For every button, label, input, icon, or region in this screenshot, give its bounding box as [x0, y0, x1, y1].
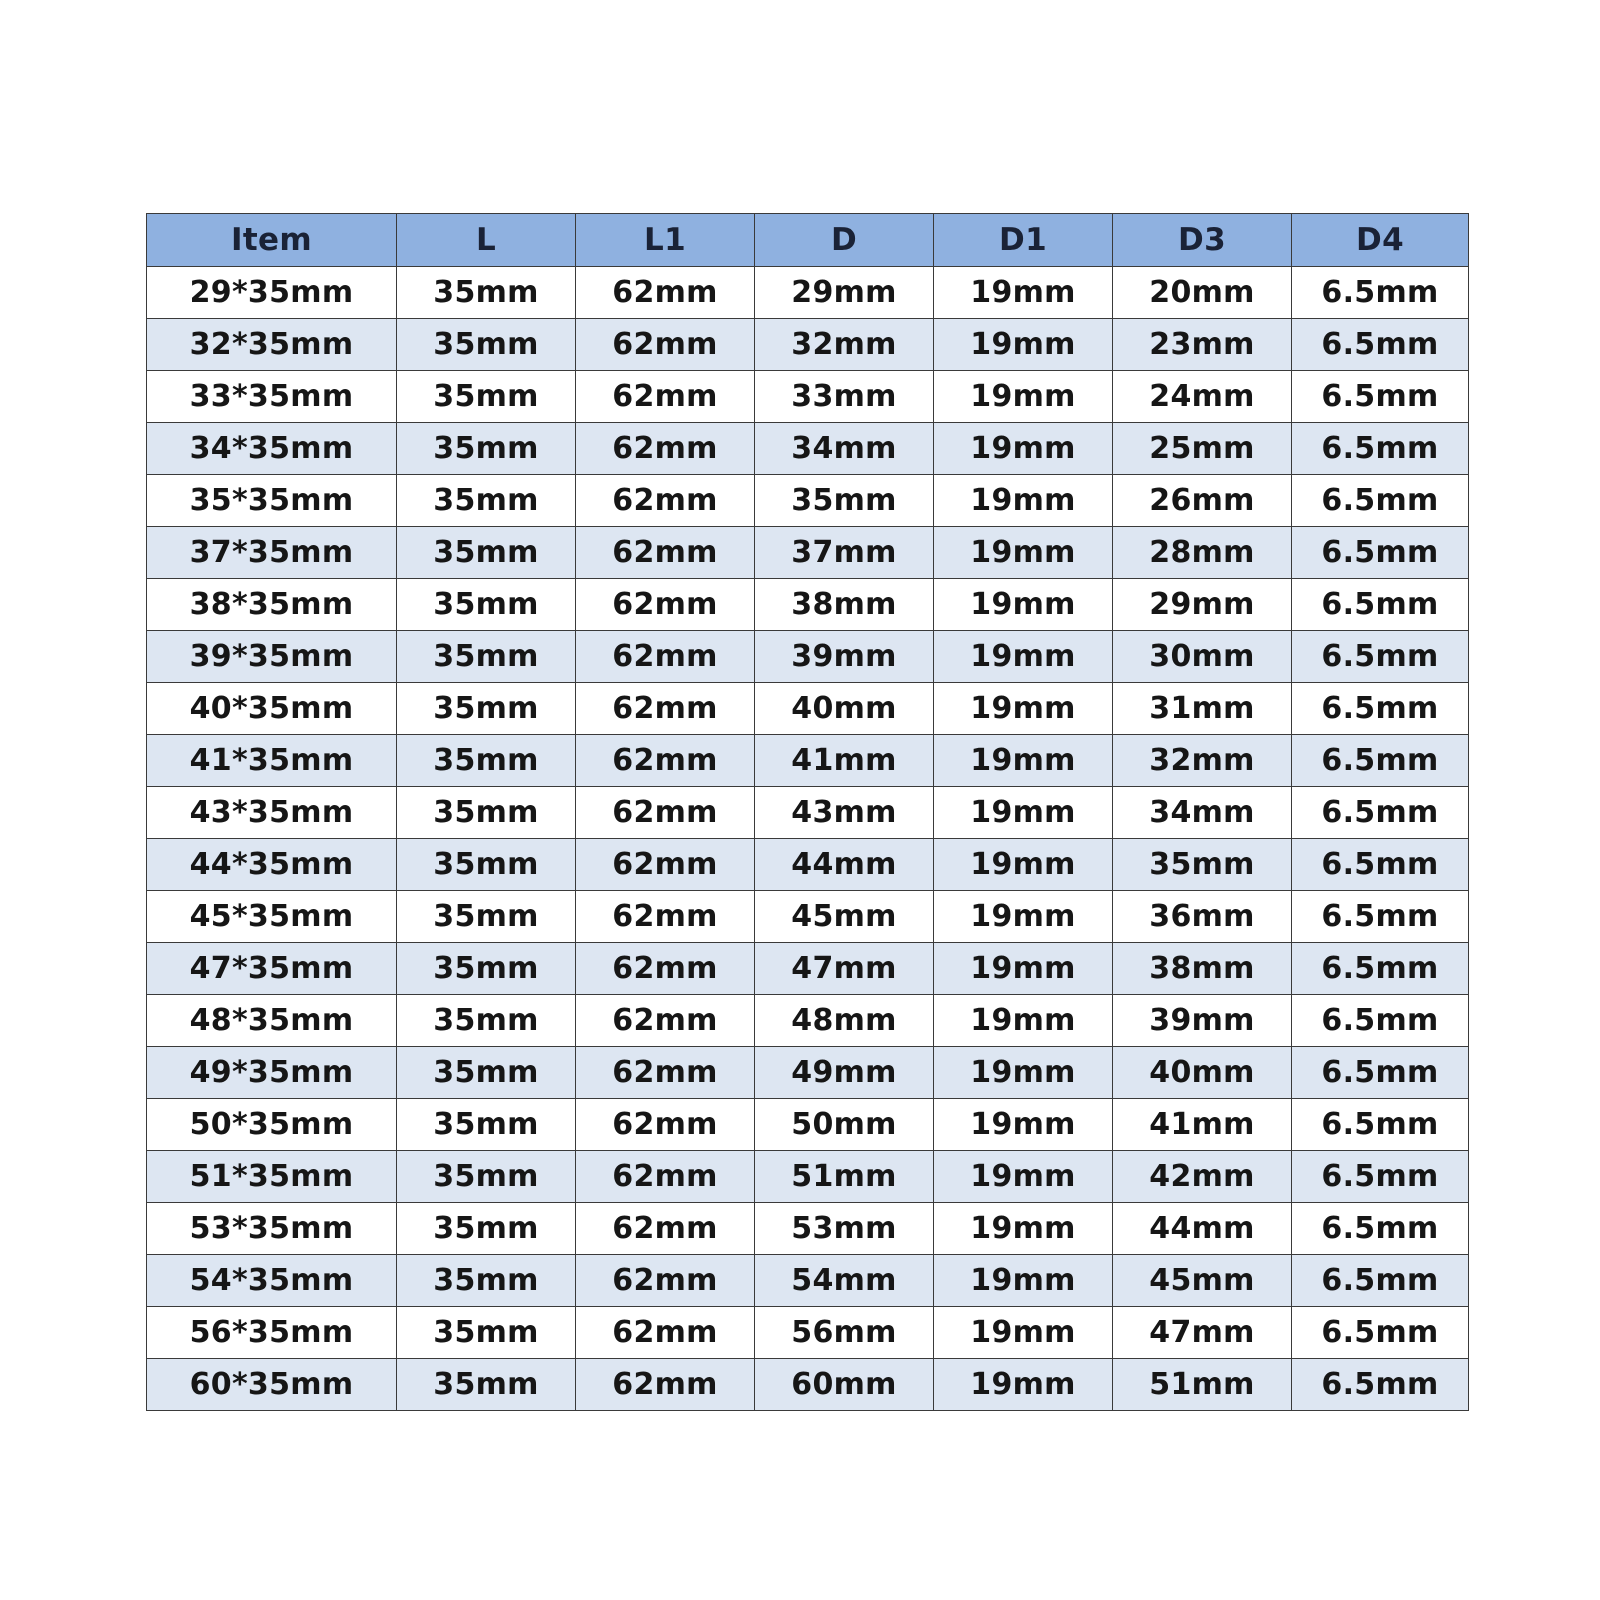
cell-d3: 42mm — [1113, 1151, 1292, 1203]
cell-l1: 62mm — [576, 1203, 755, 1255]
cell-d4: 6.5mm — [1292, 1047, 1469, 1099]
cell-d: 48mm — [755, 995, 934, 1047]
cell-d3: 23mm — [1113, 319, 1292, 371]
cell-d1: 19mm — [934, 1203, 1113, 1255]
table-row — [147, 527, 1469, 579]
cell-d4: 6.5mm — [1292, 1203, 1469, 1255]
cell-d: 40mm — [755, 683, 934, 735]
cell-l: 35mm — [397, 1359, 576, 1411]
table-row — [147, 735, 1469, 787]
cell-l: 35mm — [397, 1307, 576, 1359]
table-row — [147, 1047, 1469, 1099]
cell-item: 50*35mm — [147, 1099, 397, 1151]
header-item: Item — [147, 214, 397, 267]
table-row — [147, 891, 1469, 943]
cell-d3: 40mm — [1113, 1047, 1292, 1099]
cell-l: 35mm — [397, 423, 576, 475]
cell-d4: 6.5mm — [1292, 735, 1469, 787]
cell-d4: 6.5mm — [1292, 267, 1469, 319]
cell-d: 53mm — [755, 1203, 934, 1255]
cell-l1: 62mm — [576, 579, 755, 631]
cell-d1: 19mm — [934, 1099, 1113, 1151]
cell-d1: 19mm — [934, 1255, 1113, 1307]
cell-d3: 35mm — [1113, 839, 1292, 891]
table-body — [147, 267, 1469, 1411]
cell-item: 39*35mm — [147, 631, 397, 683]
table-row — [147, 943, 1469, 995]
cell-d4: 6.5mm — [1292, 1151, 1469, 1203]
cell-l: 35mm — [397, 891, 576, 943]
cell-item: 34*35mm — [147, 423, 397, 475]
cell-item: 53*35mm — [147, 1203, 397, 1255]
cell-item: 44*35mm — [147, 839, 397, 891]
cell-l1: 62mm — [576, 683, 755, 735]
cell-item: 35*35mm — [147, 475, 397, 527]
header-d4: D4 — [1292, 214, 1469, 267]
cell-d3: 41mm — [1113, 1099, 1292, 1151]
cell-d1: 19mm — [934, 267, 1113, 319]
cell-d: 44mm — [755, 839, 934, 891]
cell-l1: 62mm — [576, 527, 755, 579]
cell-l1: 62mm — [576, 267, 755, 319]
cell-d: 34mm — [755, 423, 934, 475]
cell-d3: 30mm — [1113, 631, 1292, 683]
cell-l: 35mm — [397, 787, 576, 839]
table-row — [147, 1203, 1469, 1255]
cell-d1: 19mm — [934, 787, 1113, 839]
table-row — [147, 1307, 1469, 1359]
cell-d: 43mm — [755, 787, 934, 839]
table-row — [147, 1255, 1469, 1307]
cell-d3: 20mm — [1113, 267, 1292, 319]
cell-item: 37*35mm — [147, 527, 397, 579]
cell-l1: 62mm — [576, 1047, 755, 1099]
cell-l: 35mm — [397, 631, 576, 683]
cell-d4: 6.5mm — [1292, 839, 1469, 891]
cell-l: 35mm — [397, 1203, 576, 1255]
cell-l1: 62mm — [576, 371, 755, 423]
cell-l: 35mm — [397, 319, 576, 371]
cell-l1: 62mm — [576, 891, 755, 943]
cell-d3: 47mm — [1113, 1307, 1292, 1359]
table-row — [147, 683, 1469, 735]
cell-d: 39mm — [755, 631, 934, 683]
cell-item: 48*35mm — [147, 995, 397, 1047]
cell-l1: 62mm — [576, 319, 755, 371]
cell-l: 35mm — [397, 839, 576, 891]
cell-d1: 19mm — [934, 839, 1113, 891]
cell-d4: 6.5mm — [1292, 423, 1469, 475]
table-row — [147, 631, 1469, 683]
table-row — [147, 423, 1469, 475]
header-l1: L1 — [576, 214, 755, 267]
table-header — [147, 214, 1469, 267]
cell-l1: 62mm — [576, 735, 755, 787]
cell-d: 37mm — [755, 527, 934, 579]
cell-l: 35mm — [397, 995, 576, 1047]
cell-d4: 6.5mm — [1292, 995, 1469, 1047]
cell-d1: 19mm — [934, 735, 1113, 787]
cell-d4: 6.5mm — [1292, 579, 1469, 631]
cell-l1: 62mm — [576, 943, 755, 995]
cell-d: 56mm — [755, 1307, 934, 1359]
cell-l: 35mm — [397, 1151, 576, 1203]
cell-d1: 19mm — [934, 631, 1113, 683]
cell-item: 60*35mm — [147, 1359, 397, 1411]
cell-d4: 6.5mm — [1292, 943, 1469, 995]
cell-d3: 25mm — [1113, 423, 1292, 475]
cell-d3: 32mm — [1113, 735, 1292, 787]
cell-d4: 6.5mm — [1292, 631, 1469, 683]
cell-l1: 62mm — [576, 1099, 755, 1151]
cell-l: 35mm — [397, 475, 576, 527]
cell-item: 32*35mm — [147, 319, 397, 371]
cell-l: 35mm — [397, 735, 576, 787]
cell-d: 49mm — [755, 1047, 934, 1099]
cell-d1: 19mm — [934, 1359, 1113, 1411]
cell-d4: 6.5mm — [1292, 475, 1469, 527]
cell-l: 35mm — [397, 943, 576, 995]
table-row — [147, 1151, 1469, 1203]
cell-d1: 19mm — [934, 683, 1113, 735]
header-d: D — [755, 214, 934, 267]
cell-item: 43*35mm — [147, 787, 397, 839]
cell-item: 47*35mm — [147, 943, 397, 995]
cell-l: 35mm — [397, 1255, 576, 1307]
table-row — [147, 787, 1469, 839]
cell-d4: 6.5mm — [1292, 1307, 1469, 1359]
cell-d4: 6.5mm — [1292, 1099, 1469, 1151]
table-row — [147, 995, 1469, 1047]
cell-d4: 6.5mm — [1292, 787, 1469, 839]
cell-d3: 24mm — [1113, 371, 1292, 423]
cell-l1: 62mm — [576, 1359, 755, 1411]
cell-d3: 28mm — [1113, 527, 1292, 579]
spec-table — [146, 213, 1469, 1411]
cell-d: 41mm — [755, 735, 934, 787]
cell-item: 33*35mm — [147, 371, 397, 423]
cell-d4: 6.5mm — [1292, 1359, 1469, 1411]
cell-d4: 6.5mm — [1292, 319, 1469, 371]
cell-l: 35mm — [397, 579, 576, 631]
cell-l1: 62mm — [576, 1255, 755, 1307]
cell-d: 60mm — [755, 1359, 934, 1411]
table-row — [147, 267, 1469, 319]
cell-d: 33mm — [755, 371, 934, 423]
cell-d1: 19mm — [934, 891, 1113, 943]
cell-item: 45*35mm — [147, 891, 397, 943]
cell-d: 47mm — [755, 943, 934, 995]
cell-d: 38mm — [755, 579, 934, 631]
cell-d3: 29mm — [1113, 579, 1292, 631]
cell-l1: 62mm — [576, 423, 755, 475]
table-row — [147, 839, 1469, 891]
cell-d1: 19mm — [934, 475, 1113, 527]
header-d3: D3 — [1113, 214, 1292, 267]
cell-item: 40*35mm — [147, 683, 397, 735]
cell-d4: 6.5mm — [1292, 683, 1469, 735]
cell-item: 29*35mm — [147, 267, 397, 319]
cell-d4: 6.5mm — [1292, 527, 1469, 579]
header-d1: D1 — [934, 214, 1113, 267]
cell-d3: 44mm — [1113, 1203, 1292, 1255]
cell-d4: 6.5mm — [1292, 1255, 1469, 1307]
cell-d: 51mm — [755, 1151, 934, 1203]
cell-d3: 51mm — [1113, 1359, 1292, 1411]
cell-item: 56*35mm — [147, 1307, 397, 1359]
cell-l1: 62mm — [576, 1307, 755, 1359]
cell-d4: 6.5mm — [1292, 371, 1469, 423]
cell-d: 54mm — [755, 1255, 934, 1307]
cell-l: 35mm — [397, 1047, 576, 1099]
table-row — [147, 475, 1469, 527]
cell-l: 35mm — [397, 683, 576, 735]
cell-d1: 19mm — [934, 1047, 1113, 1099]
cell-d3: 45mm — [1113, 1255, 1292, 1307]
cell-d1: 19mm — [934, 579, 1113, 631]
cell-d1: 19mm — [934, 1151, 1113, 1203]
cell-l: 35mm — [397, 371, 576, 423]
table-row — [147, 1359, 1469, 1411]
cell-l1: 62mm — [576, 631, 755, 683]
cell-d3: 34mm — [1113, 787, 1292, 839]
cell-d: 45mm — [755, 891, 934, 943]
cell-d3: 39mm — [1113, 995, 1292, 1047]
cell-l1: 62mm — [576, 1151, 755, 1203]
cell-d1: 19mm — [934, 423, 1113, 475]
cell-item: 49*35mm — [147, 1047, 397, 1099]
cell-d3: 26mm — [1113, 475, 1292, 527]
cell-d1: 19mm — [934, 527, 1113, 579]
cell-item: 51*35mm — [147, 1151, 397, 1203]
cell-d1: 19mm — [934, 995, 1113, 1047]
cell-d: 29mm — [755, 267, 934, 319]
cell-d3: 38mm — [1113, 943, 1292, 995]
header-l: L — [397, 214, 576, 267]
cell-d: 32mm — [755, 319, 934, 371]
cell-d1: 19mm — [934, 319, 1113, 371]
cell-d1: 19mm — [934, 1307, 1113, 1359]
cell-d: 35mm — [755, 475, 934, 527]
table-row — [147, 579, 1469, 631]
cell-d3: 36mm — [1113, 891, 1292, 943]
header-row — [147, 214, 1469, 267]
cell-d: 50mm — [755, 1099, 934, 1151]
cell-l1: 62mm — [576, 475, 755, 527]
cell-l1: 62mm — [576, 839, 755, 891]
cell-d4: 6.5mm — [1292, 891, 1469, 943]
cell-d1: 19mm — [934, 371, 1113, 423]
cell-l: 35mm — [397, 267, 576, 319]
cell-l: 35mm — [397, 1099, 576, 1151]
cell-l1: 62mm — [576, 995, 755, 1047]
cell-d3: 31mm — [1113, 683, 1292, 735]
cell-l: 35mm — [397, 527, 576, 579]
table-row — [147, 371, 1469, 423]
cell-item: 54*35mm — [147, 1255, 397, 1307]
table-row — [147, 1099, 1469, 1151]
cell-d1: 19mm — [934, 943, 1113, 995]
table-row — [147, 319, 1469, 371]
cell-l1: 62mm — [576, 787, 755, 839]
cell-item: 38*35mm — [147, 579, 397, 631]
cell-item: 41*35mm — [147, 735, 397, 787]
